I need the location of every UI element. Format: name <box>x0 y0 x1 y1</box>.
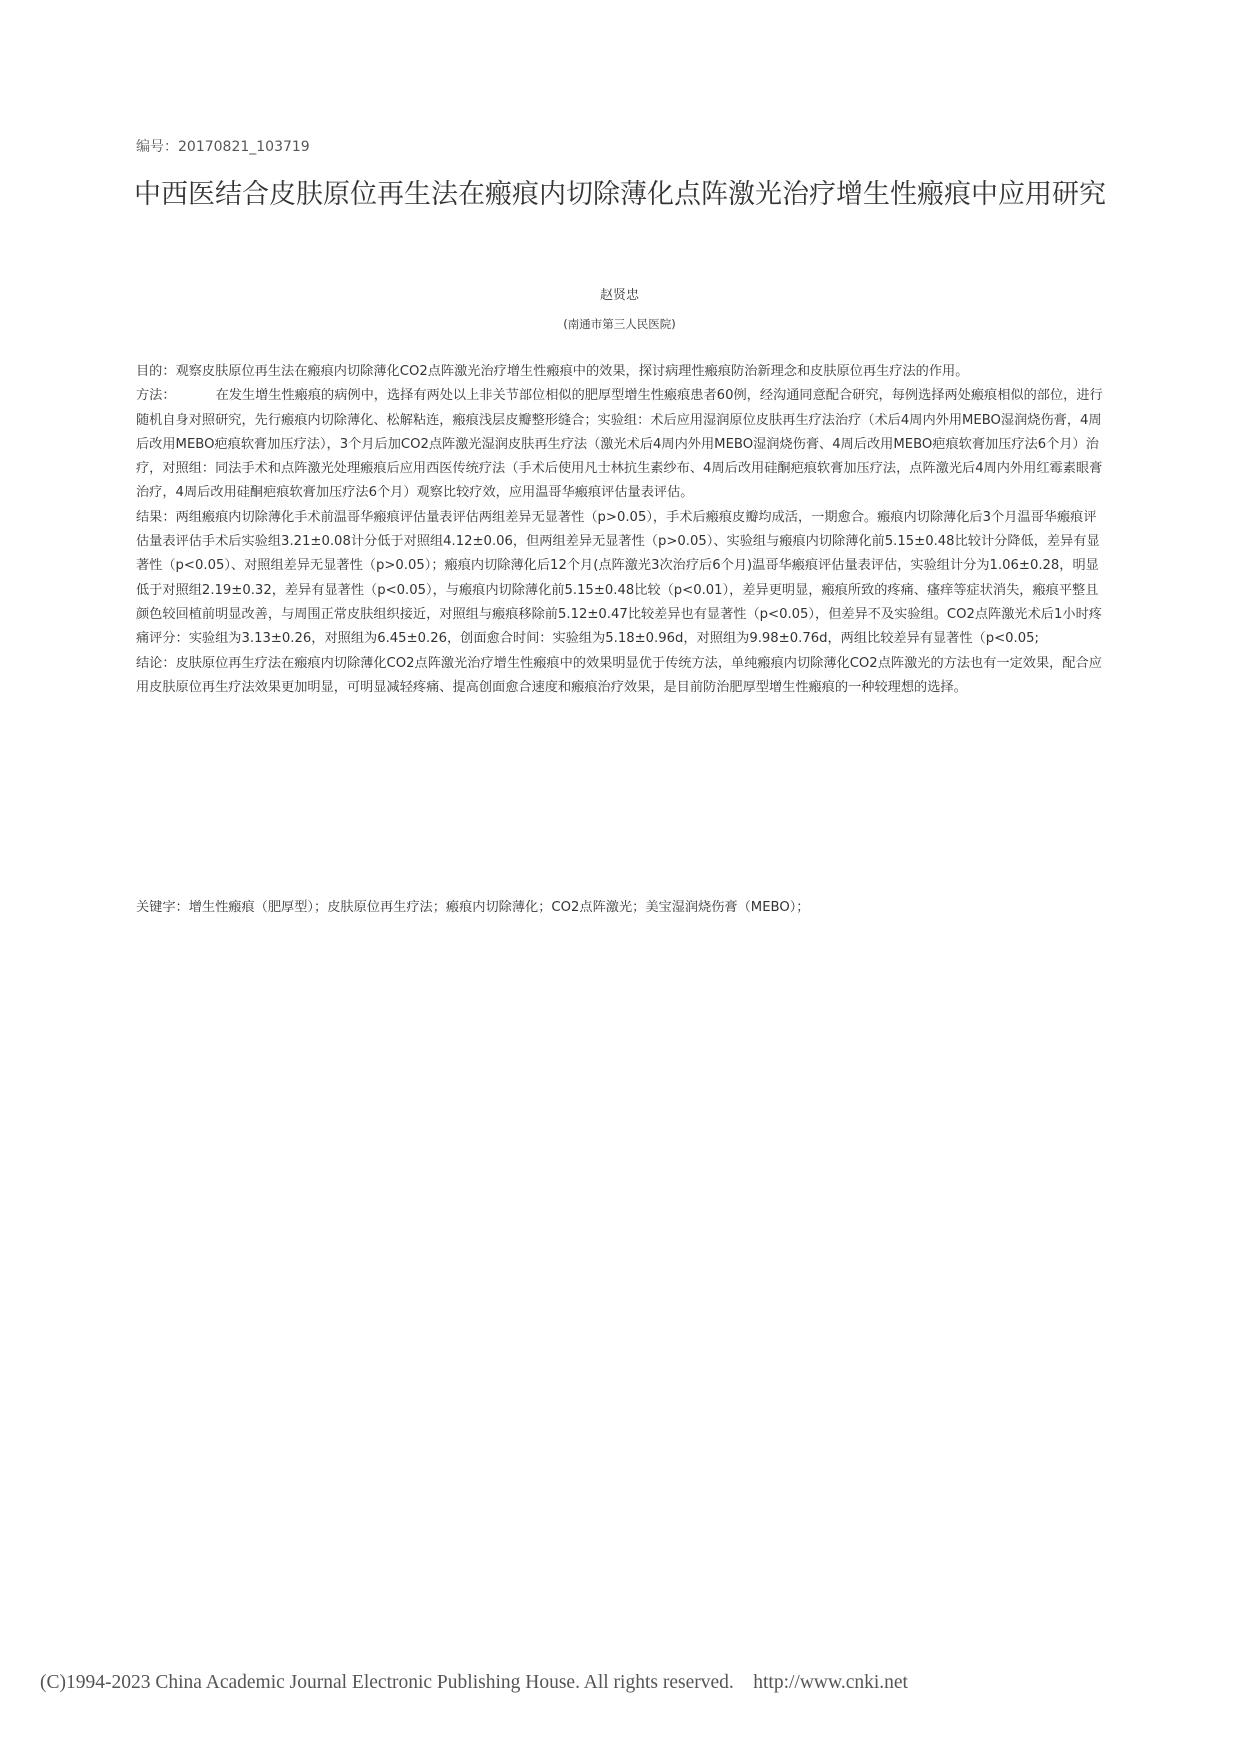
conclusion-text: 皮肤原位再生疗法在瘢痕内切除薄化CO2点阵激光治疗增生性瘢痕中的效果明显优于传统方法，单纯瘢痕内切除薄化CO2点阵激光的方法也有一定效果，配合应用皮肤原位再生疗法效果更加明显，可明显减轻疼痛、提高创面愈合速度和瘢痕治疗效果，是目前防治肥厚型增生性瘢痕的一种较理想的选择。 <box>136 655 1102 695</box>
conclusion-label: 结论： <box>136 655 176 671</box>
objective-text: 观察皮肤原位再生法在瘢痕内切除薄化CO2点阵激光治疗增生性瘢痕中的效果，探讨病理性瘢痕防治新理念和皮肤原位再生疗法的作用。 <box>175 364 969 379</box>
document-serial-number: 编号：20170821_103719 <box>136 139 310 155</box>
copyright-footer: (C)1994-2023 China Academic Journal Electronic Publishing House. All rights reserved. http://www.cnki.net <box>40 1672 908 1693</box>
results-label: 结果： <box>136 509 176 525</box>
keywords-text: 增生性瘢痕（肥厚型）；皮肤原位再生疗法；瘢痕内切除薄化；CO2点阵激光；美宝湿润烧伤膏（MEBO）； <box>188 900 810 915</box>
abstract-conclusion <box>136 652 1108 701</box>
keywords-label: 关键字： <box>136 900 189 915</box>
abstract-objective <box>136 360 1108 384</box>
methods-label: 方法： <box>136 388 176 404</box>
author-name: 赵贤忠 <box>599 288 639 303</box>
abstract-results <box>136 506 1108 652</box>
abstract <box>136 360 1108 700</box>
abstract-methods <box>136 384 1108 505</box>
results-text: 两组瘢痕内切除薄化手术前温哥华瘢痕评估量表评估两组差异无显著性（p>0.05），手术后瘢痕皮瓣均成活，一期愈合。瘢痕内切除薄化后3个月温哥华瘢痕评估量表评估手术后实验组3.21±0.08计分低于对照组4.12±0.06，但两组差异无显著性（p>0.05）、实验组与瘢痕内切除薄化前5.15±0.48比较计分降低，差异有显著性（p<0.05）、对照组差异无显著性（p>0.05）；瘢痕内切除薄化后12个月(点阵激光3次治疗后6个月)温哥华瘢痕评估量表评估，实验组计分为1.06±0.28，明显低于对照组2.19±0.32，差异有显著性（p<0.05），与瘢痕内切除薄化前5.15±0.48比较（p<0.01），差异更明显，瘢痕所致的疼痛、瘙痒等症状消失，瘢痕平整且颜色较回植前明显改善，与周围正常皮肤组织接近，对照组与瘢痕移除前5.12±0.47比较差异也有显著性（p<0.05），但差异不及实验组。CO2点阵激光术后1小时疼痛评分：实验组为3.13±0.26，对照组为6.45±0.26，创面愈合时间：实验组为5.18±0.96d，对照组为9.98±0.76d，两组比较差异有显著性（p<0.05; <box>136 509 1102 647</box>
objective-label: 目的： <box>136 364 176 379</box>
paper-title: 中西医结合皮肤原位再生法在瘢痕内切除薄化点阵激光治疗增生性瘢痕中应用研究 <box>134 179 1106 210</box>
author-affiliation: (南通市第三人民医院) <box>563 317 676 331</box>
keywords <box>136 896 1108 915</box>
methods-text: 在发生增生性瘢痕的病例中，选择有两处以上非关节部位相似的肥厚型增生性瘢痕患者60例，经沟通同意配合研究，每例选择两处瘢痕相似的部位，进行随机自身对照研究，先行瘢痕内切除薄化、松解粘连，瘢痕浅层皮瓣整形缝合；实验组：术后应用湿润原位皮肤再生疗法治疗（术后4周内外用MEBO湿润烧伤膏，4周后改用MEBO疤痕软膏加压疗法），3个月后加CO2点阵激光湿润皮肤再生疗法（激光术后4周内外用MEBO湿润烧伤膏、4周后改用MEBO疤痕软膏加压疗法6个月）治疗，对照组：同法手术和点阵激光处理瘢痕后应用西医传统疗法（手术后使用凡士林抗生素纱布、4周后改用硅酮疤痕软膏加压疗法，点阵激光后4周内外用红霉素眼膏治疗，4周后改用硅酮疤痕软膏加压疗法6个月）观察比较疗效，应用温哥华瘢痕评估量表评估。 <box>136 388 1103 501</box>
